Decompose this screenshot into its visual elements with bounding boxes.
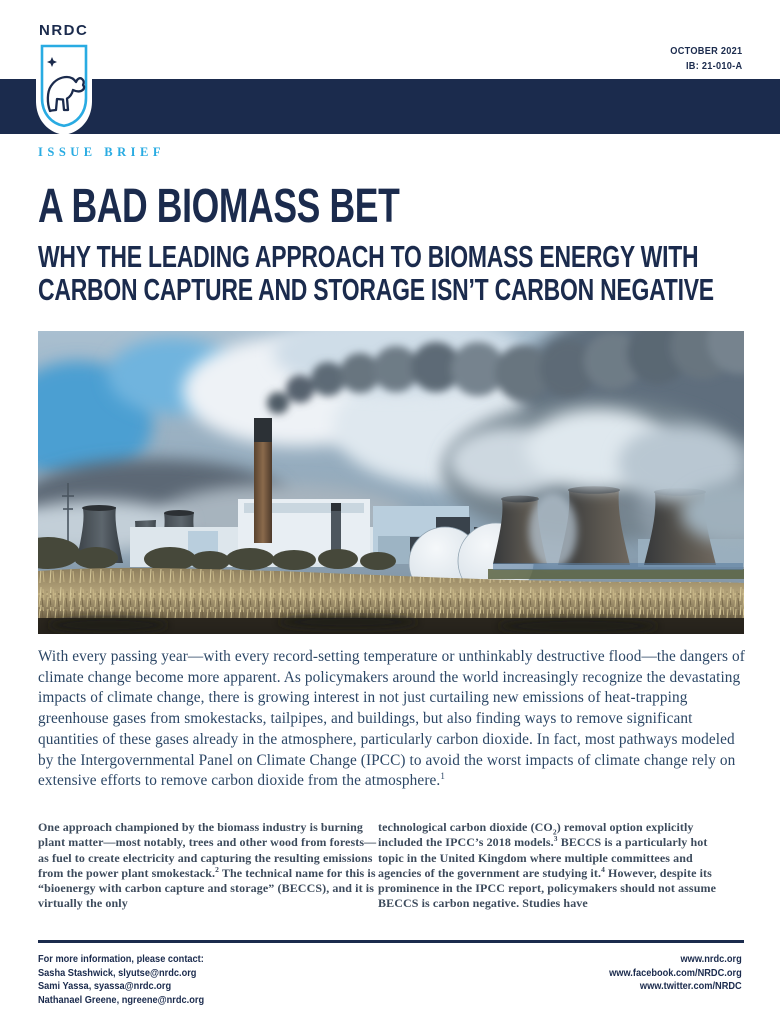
co2-subscript: 2 (552, 827, 557, 837)
right-col-text-3: BECCS is a particularly hot topic in the United Kingdom where multiple committees and agencies of the government are studying it. (378, 835, 708, 880)
facebook-link[interactable]: www.facebook.com/NRDC.org (609, 966, 742, 979)
lead-paragraph (38, 647, 746, 792)
right-col-text-2: ) removal option explicitly included the IPCC’s 2018 models. (378, 820, 694, 850)
footnote-ref-4: 4 (601, 864, 605, 874)
contact-line: Sasha Stashwick, slyutse@nrdc.org (38, 966, 197, 979)
page-subtitle (38, 240, 748, 306)
header-navy-band (0, 79, 780, 134)
right-col-text-4: However, despite its prominence in the IPCC report, policymakers should not assume BECCS is carbon negative. Studies have (378, 865, 716, 911)
nrdc-website-link[interactable]: www.nrdc.org (680, 953, 742, 965)
twitter-link[interactable]: www.twitter.com/NRDC (640, 980, 742, 992)
issue-meta (670, 44, 742, 74)
right-col-text-1: technological carbon dioxide (CO (378, 820, 553, 834)
lead-text: With every passing year—with every record-setting temperature or unthinkably destructive flood—the dangers of climate change become more apparent. As policymakers around the world increasingly recognize the devastating impacts of climate change, there is growing interest in not just curtailing new emissions of heat-trapping greenhouse gases from smokestacks, tailpipes, and buildings, but also finding ways to remove significant quantities of these gases already in the atmosphere, particularly carbon dioxide. In fact, most pathways modeled by the Intergovernmental Panel on Climate Change (IPCC) to avoid the worst impacts of climate change rely on extensive efforts to remove carbon dioxide from the atmosphere. (38, 648, 745, 790)
issue-number: IB: 21-010-A (685, 61, 742, 72)
footnote-ref-1: 1 (440, 771, 445, 782)
footer-divider (38, 940, 744, 943)
body-columns (38, 820, 746, 912)
body-column-right (378, 820, 724, 912)
power-plant-photo (38, 331, 744, 634)
page-title: A BAD BIOMASS BET (38, 180, 400, 233)
issue-date: OCTOBER 2021 (669, 46, 742, 57)
left-col-text-2: The technical name for this is “bioenergy with carbon capture and storage” (BECCS), and it is virtually the only (38, 865, 376, 911)
kicker-issue-brief: ISSUE BRIEF (38, 145, 165, 159)
footer-links (609, 953, 742, 994)
contact-line: Nathanael Greene, ngreene@nrdc.org (38, 993, 205, 1006)
body-column-left (38, 820, 378, 912)
footnote-ref-2: 2 (215, 864, 219, 874)
contact-heading: For more information, please contact: (38, 953, 204, 965)
polar-bear-shield-icon (36, 41, 92, 135)
nrdc-wordmark: NRDC (39, 22, 89, 39)
subtitle-line-2: CARBON CAPTURE AND STORAGE ISN’T CARBON NEGATIVE (38, 272, 714, 307)
subtitle-line-1: WHY THE LEADING APPROACH TO BIOMASS ENERGY WITH (38, 239, 699, 274)
footer-contacts (38, 953, 204, 1007)
contact-line: Sami Yassa, syassa@nrdc.org (38, 980, 172, 992)
left-col-text-1: One approach championed by the biomass industry is burning plant matter—most notably, trees and other wood from forests—as fuel to create electricity and capturing the resulting emissions from the power plant smokestack. (38, 820, 377, 880)
footnote-ref-3: 3 (553, 834, 558, 844)
